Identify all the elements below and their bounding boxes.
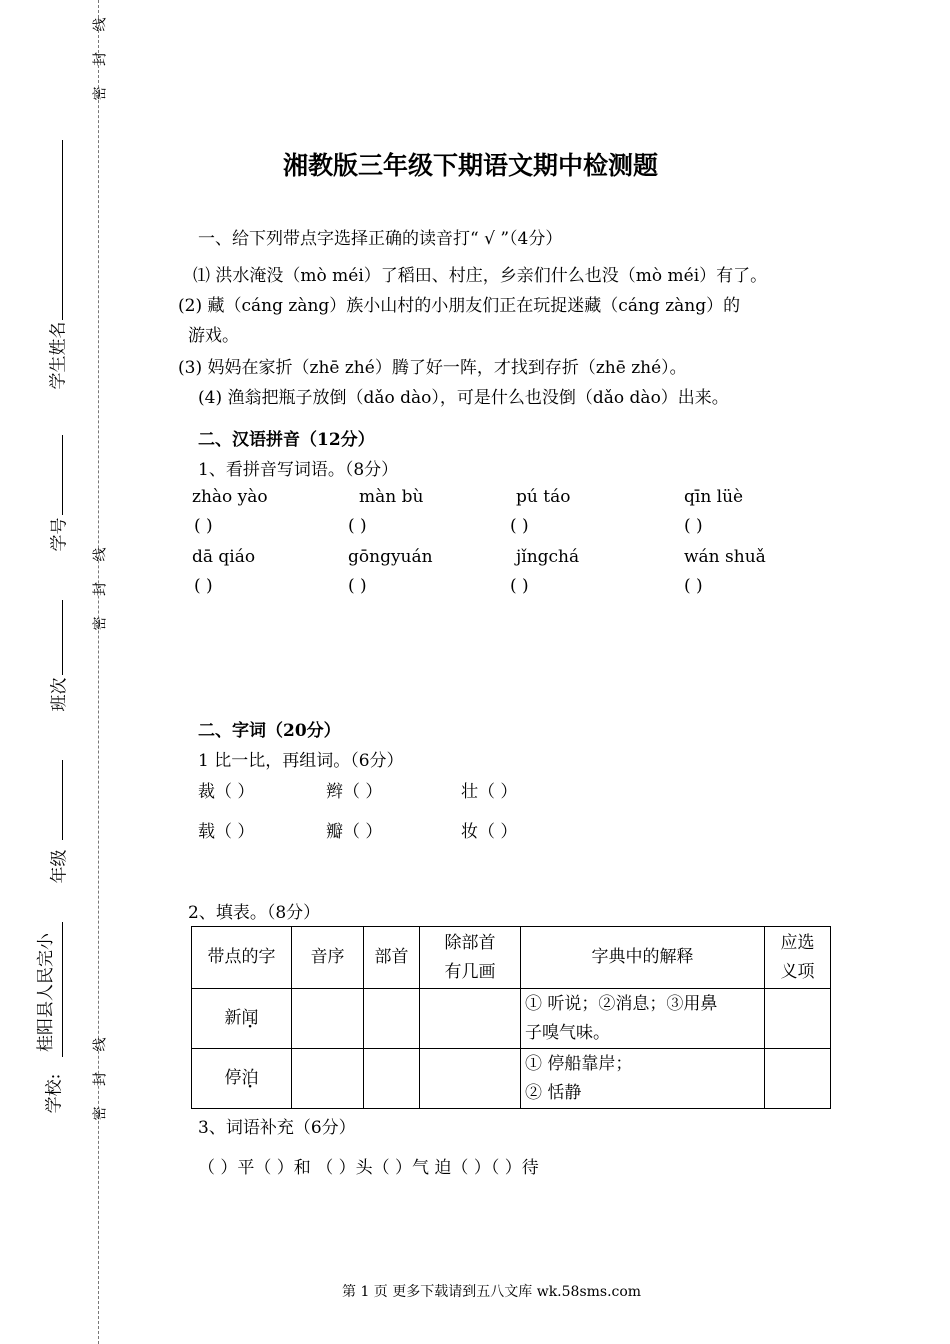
student-name-line[interactable] [62,140,63,320]
section3-sub1: 1 比一比，再组词。（6分） [198,751,404,771]
pinyin-7: jǐngchá [516,547,580,567]
table-cell-input[interactable] [765,1049,831,1109]
student-name-label: 学生姓名 [48,321,69,390]
page-footer: 第 1 页 更多下载请到五八文库 wk.58sms.com [342,1284,642,1300]
table-cell-explain [521,1049,765,1109]
class-line[interactable] [62,600,63,675]
table-header: 部首 [364,927,420,989]
table-header: 带点的字 [192,927,292,989]
student-no-label: 学号 [49,517,70,552]
table-header [420,927,521,989]
table-header-line: 义项 [780,961,815,982]
table-header-line: 有几画 [444,961,496,982]
answer-blank[interactable]: ( ) [194,576,213,596]
section1-heading: 一、给下列带点字选择正确的读音打“ √ ”（4分） [198,229,563,249]
compare-item[interactable]: 瓣（ ） [326,822,383,842]
section3-sub2: 2、填表。（8分） [188,903,321,923]
compare-item[interactable]: 裁（ ） [198,782,255,802]
compare-item[interactable]: 妆（ ） [461,822,518,842]
pinyin-6: gōngyuán [348,547,433,567]
compare-item[interactable]: 载（ ） [198,822,255,842]
school-label: 学校: [44,1073,65,1114]
word-char: 新 [224,1008,242,1028]
answer-blank[interactable]: ( ) [348,516,367,536]
grade-label: 年级 [49,849,70,884]
section1-item-4: (4) 渔翁把瓶子放倒（dǎo dào），可是什么也没倒（dǎo dào）出来。 [198,388,729,408]
table-cell-input[interactable] [292,1049,364,1109]
section2-sub1: 1、看拼音写词语。（8分） [198,460,399,480]
table-cell-input[interactable] [420,989,521,1049]
explain-line: 子嗅气味。 [525,1022,610,1043]
class-label: 班次 [49,677,70,712]
compare-item[interactable]: 辫（ ） [326,782,383,802]
table-cell-word [192,1049,292,1109]
answer-blank[interactable]: ( ) [510,516,529,536]
seal-dashed-line [98,0,99,1344]
table-row [192,1049,831,1109]
table-header-line: 应选 [780,932,815,953]
answer-blank[interactable]: ( ) [348,576,367,596]
seal-text-bottom: 密 封 线 [92,1029,109,1121]
table-header-line: 除部首 [444,932,496,953]
table-cell-input[interactable] [765,989,831,1049]
supplement-line[interactable]: （ ）平（ ）和 （ ）头（ ）气 迫（ ）（ ）待 [198,1158,539,1178]
pinyin-4: qīn lüè [684,487,744,507]
dotted-char: 泊 [241,1068,259,1088]
seal-text-top: 密 封 线 [92,9,109,101]
word-char: 停 [224,1068,242,1088]
answer-blank[interactable]: ( ) [684,516,703,536]
pinyin-3: pú táo [516,487,571,507]
table-cell-input[interactable] [364,989,420,1049]
table-header [765,927,831,989]
dictionary-table [191,926,831,1109]
student-no-line[interactable] [62,435,63,515]
table-cell-input[interactable] [292,989,364,1049]
section1-item-1: ⑴ 洪水淹没（mò méi）了稻田、村庄，乡亲们什么也没（mò méi）有了。 [193,266,768,286]
school-line [62,922,63,1057]
explain-line: ① 停船靠岸； [525,1053,633,1074]
section3-heading: 二、字词（20分） [198,721,341,741]
answer-blank[interactable]: ( ) [684,576,703,596]
section1-item-2-cont: 游戏。 [188,326,239,346]
compare-item[interactable]: 壮（ ） [461,782,518,802]
table-header: 字典中的解释 [521,927,765,989]
table-cell-input[interactable] [364,1049,420,1109]
table-row [192,989,831,1049]
table-cell-word [192,989,292,1049]
pinyin-5: dā qiáo [192,547,256,567]
explain-line: ② 恬静 [525,1082,582,1103]
table-cell-explain [521,989,765,1049]
section1-item-2: (2) 藏（cáng zàng）族小山村的小朋友们正在玩捉迷藏（cáng zàng）的 [178,296,741,316]
section1-item-3: (3) 妈妈在家折（zhē zhé）腾了好一阵，才找到存折（zhē zhé）。 [178,358,687,378]
pinyin-1: zhào yào [192,487,268,507]
table-cell-input[interactable] [420,1049,521,1109]
table-header: 音序 [292,927,364,989]
grade-line[interactable] [62,760,63,840]
dotted-char: 闻 [241,1008,259,1028]
section2-heading: 二、汉语拼音（12分） [198,430,375,450]
school-value: 桂阳县人民完小 [36,933,56,1052]
pinyin-2: màn bù [359,487,424,507]
section3-sub3: 3、词语补充（6分） [198,1118,356,1138]
answer-blank[interactable]: ( ) [510,576,529,596]
page-title: 湘教版三年级下期语文期中检测题 [283,151,659,180]
pinyin-8: wán shuǎ [684,547,766,567]
answer-blank[interactable]: ( ) [194,516,213,536]
explain-line: ① 听说；②消息；③用鼻 [525,993,718,1014]
seal-text-middle: 密 封 线 [92,539,109,631]
